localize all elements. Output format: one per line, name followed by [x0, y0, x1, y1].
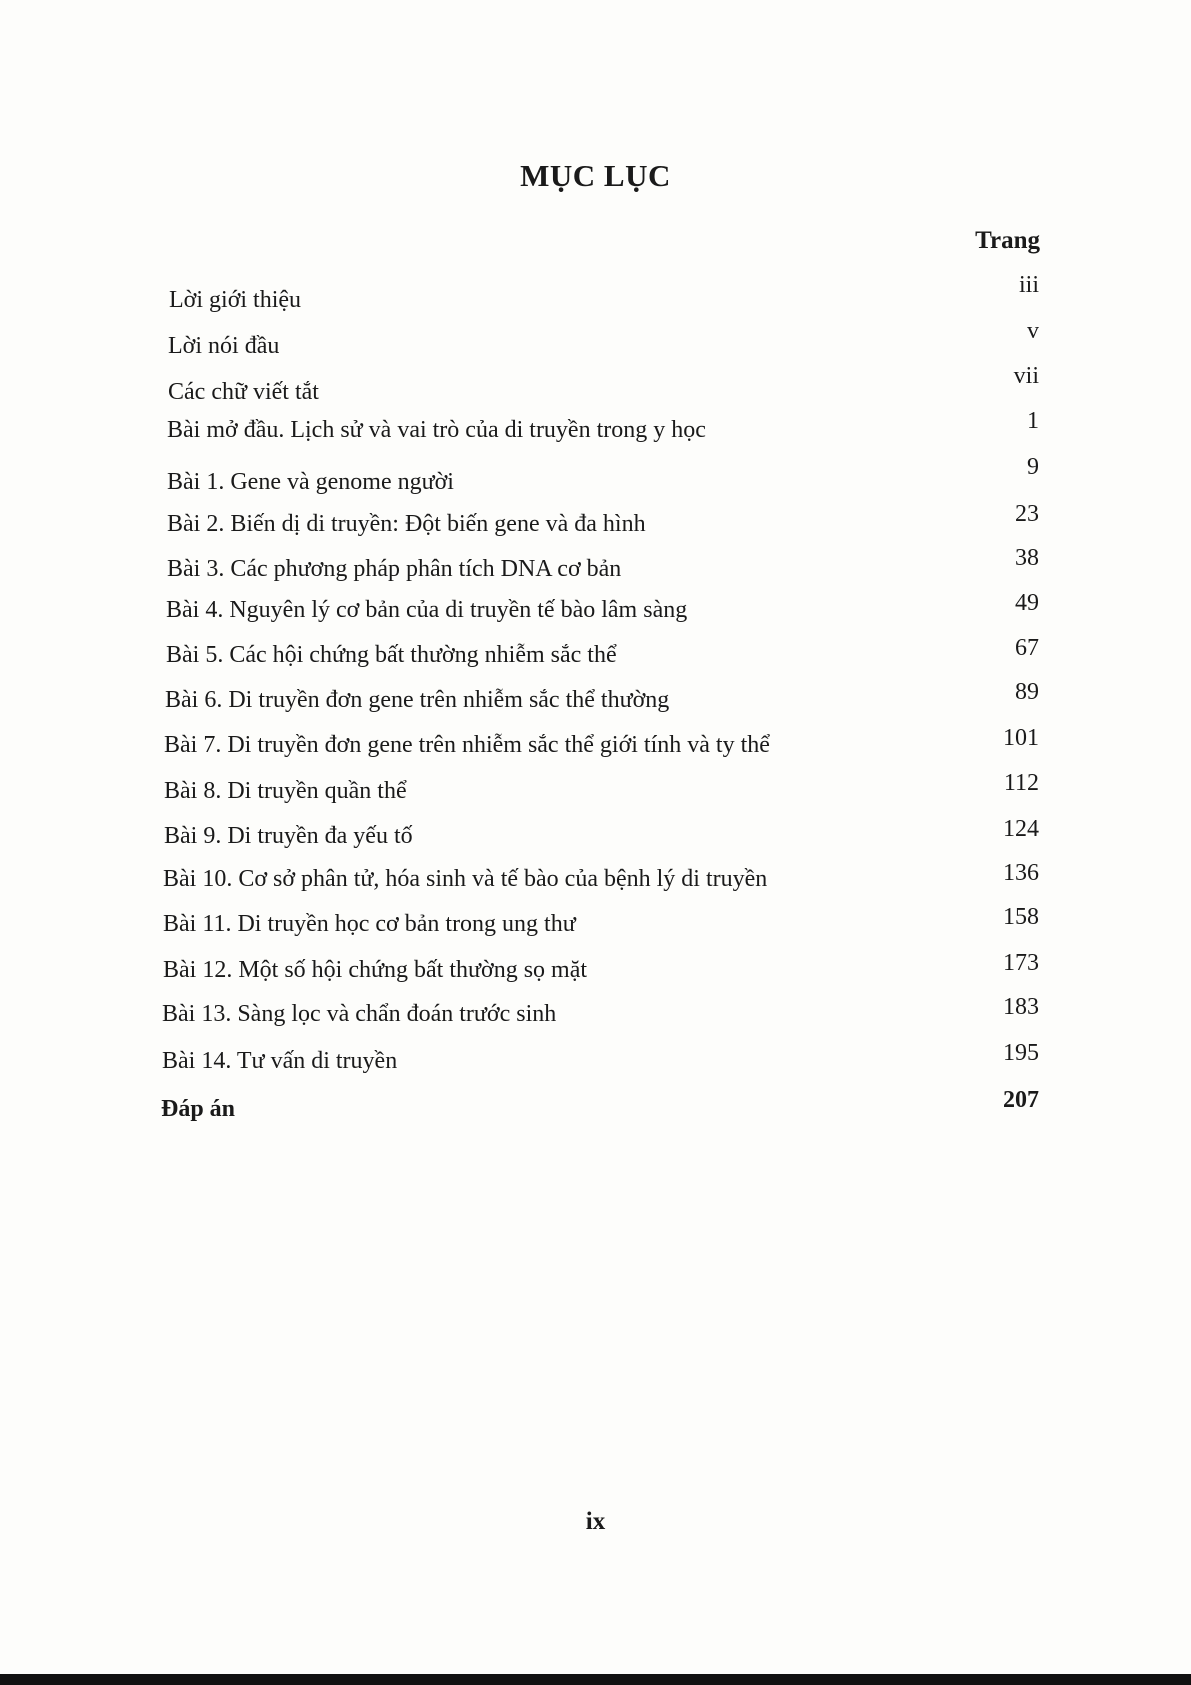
- toc-entry[interactable]: [0, 679, 1191, 727]
- toc-entry-label: Bài mở đầu. Lịch sử và vai trò của di truyền trong y học: [167, 417, 706, 443]
- toc-entry[interactable]: [0, 363, 1191, 419]
- toc-entry[interactable]: [0, 904, 1191, 951]
- toc-entry[interactable]: [0, 408, 1191, 457]
- scan-edge: [0, 1674, 1191, 1685]
- toc-entry-page: 183: [1003, 994, 1039, 1020]
- toc-entry-label: Bài 12. Một số hội chứng bất thường sọ mặt: [163, 957, 588, 983]
- toc-entry-label: Bài 3. Các phương pháp phân tích DNA cơ bản: [167, 556, 622, 582]
- toc-entry-label: Đáp án: [161, 1096, 236, 1122]
- toc-entry-label: Lời nói đầu: [168, 333, 280, 359]
- toc-entry[interactable]: [0, 950, 1191, 997]
- toc-entry-page: 89: [1015, 679, 1039, 705]
- toc-entry-label: Bài 2. Biến dị di truyền: Đột biến gene và đa hình: [167, 511, 646, 537]
- toc-entry[interactable]: [0, 635, 1191, 682]
- toc-entry[interactable]: [0, 725, 1191, 772]
- toc-entry-label: Bài 4. Nguyên lý cơ bản của di truyền tế bào lâm sàng: [166, 597, 688, 623]
- toc-entry-page: v: [1027, 318, 1039, 344]
- toc-entry-page: 195: [1003, 1040, 1039, 1066]
- toc-entry[interactable]: [0, 816, 1191, 863]
- toc-entry[interactable]: [0, 545, 1191, 596]
- toc-entry-label: Bài 5. Các hội chứng bất thường nhiễm sắc thể: [166, 642, 617, 668]
- toc-entry[interactable]: [0, 454, 1191, 509]
- toc-entry[interactable]: [0, 1040, 1191, 1088]
- toc-entry-label: Bài 11. Di truyền học cơ bản trong ung thư: [163, 911, 576, 937]
- toc-entry[interactable]: [0, 1087, 1191, 1136]
- toc-entry[interactable]: [0, 994, 1191, 1041]
- toc-entry-page: 124: [1003, 816, 1039, 842]
- toc-entry-label: Bài 9. Di truyền đa yếu tố: [164, 823, 413, 849]
- toc-entry-label: Bài 6. Di truyền đơn gene trên nhiễm sắc thể thường: [165, 687, 670, 713]
- toc-entry-page: 67: [1015, 635, 1039, 661]
- toc-entry-page: 207: [1003, 1087, 1039, 1113]
- page-title: MỤC LỤC: [520, 158, 671, 193]
- toc-entry-page: 38: [1015, 545, 1039, 571]
- toc-entry-page: 101: [1003, 725, 1039, 751]
- toc-entry-label: Bài 8. Di truyền quần thể: [164, 778, 407, 804]
- toc-entry-page: 158: [1003, 904, 1039, 930]
- toc-entry-page: 23: [1015, 501, 1039, 527]
- toc-entry-label: Bài 14. Tư vấn di truyền: [162, 1048, 398, 1074]
- toc-entry-page: vii: [1013, 363, 1039, 389]
- toc-entry-label: Bài 10. Cơ sở phân tử, hóa sinh và tế bào của bệnh lý di truyền: [163, 866, 768, 892]
- toc-entry[interactable]: [0, 318, 1191, 373]
- toc-entry-page: 173: [1003, 950, 1039, 976]
- toc-entry[interactable]: [0, 590, 1191, 637]
- toc-entry[interactable]: [0, 501, 1191, 551]
- toc-entry-page: 136: [1003, 860, 1039, 886]
- toc-entry[interactable]: [0, 770, 1191, 818]
- page-number: ix: [585, 1508, 606, 1535]
- page-column-header: Trang: [975, 227, 1040, 254]
- toc-entry-page: 9: [1027, 454, 1039, 480]
- toc-entry-page: 1: [1027, 408, 1039, 434]
- toc-entry-label: Bài 7. Di truyền đơn gene trên nhiễm sắc thể giới tính và ty thể: [164, 732, 770, 758]
- toc-entry-page: iii: [1018, 272, 1039, 298]
- toc-entry-page: 112: [1003, 770, 1039, 796]
- toc-entry-page: 49: [1015, 590, 1039, 616]
- toc-entry-label: Bài 1. Gene và genome người: [167, 469, 454, 495]
- toc-entry-label: Bài 13. Sàng lọc và chẩn đoán trước sinh: [162, 1001, 557, 1027]
- toc-entry-label: Các chữ viết tắt: [168, 379, 319, 405]
- toc-entry[interactable]: [0, 272, 1191, 327]
- toc-entry[interactable]: [0, 860, 1191, 906]
- toc-entry-label: Lời giới thiệu: [169, 287, 302, 313]
